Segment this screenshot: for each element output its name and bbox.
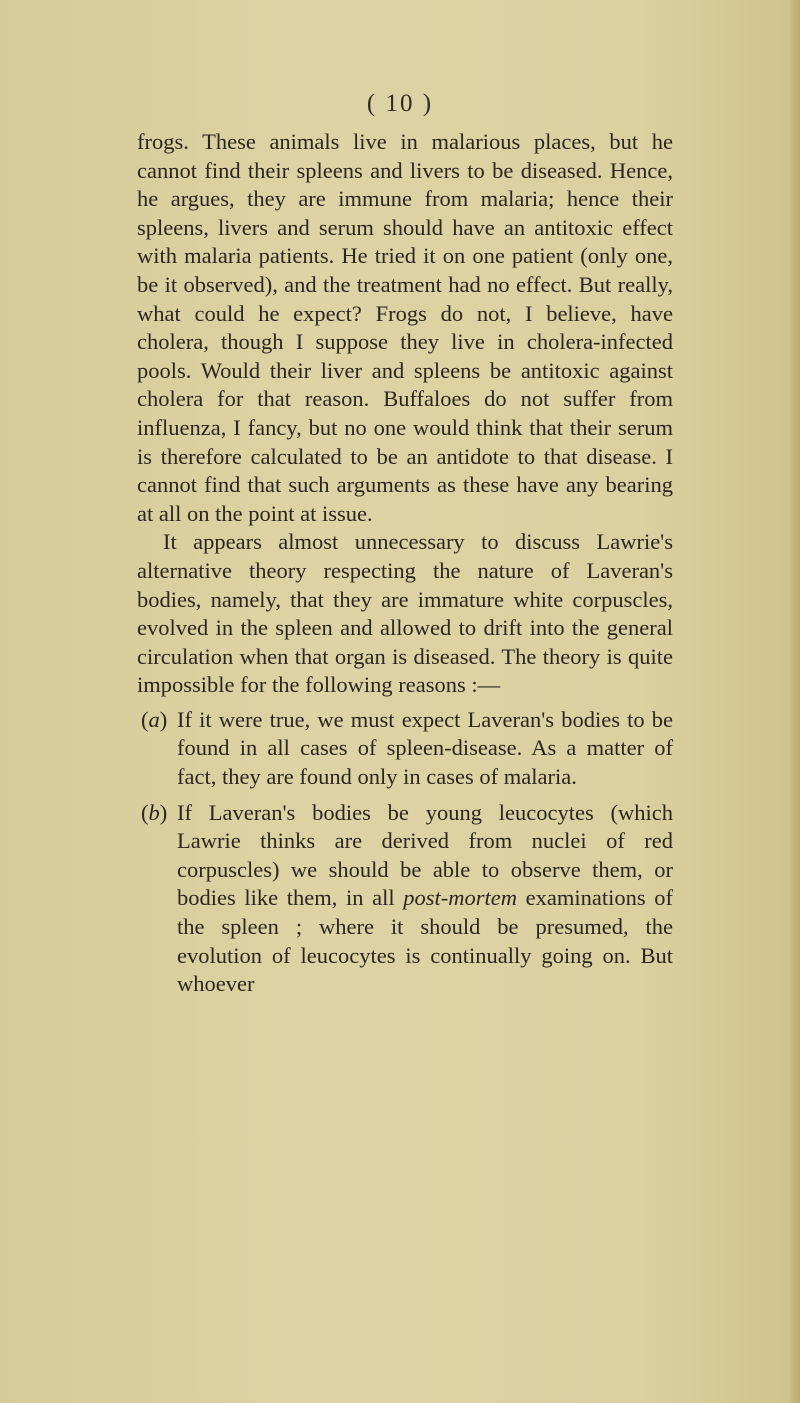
page-number: ( 10 ) [366, 90, 434, 117]
body-text [137, 128, 673, 1006]
list-text-b-part2: examinations of the spleen ; where it should be presumed, the evolution of leucocytes is continually going on. But whoever [177, 885, 673, 997]
list-marker-b: (b) [141, 799, 168, 825]
post-mortem-italic: post-mortem [403, 885, 518, 911]
paragraph-lawrie-theory: It appears almost unnecessary to discuss Lawrie's alternative theory respecting the nature of Laveran's bodies, namely, that they are immature white corpuscles, evolved in the spleen and allowed to drift into the general circulation when that organ is diseased. The theory is quite impossible for the following reasons :— [137, 529, 673, 698]
list-item-b [137, 799, 673, 999]
page-edge-shadow [790, 0, 800, 1403]
list-item-a [137, 706, 673, 792]
list-text-a: If it were true, we must expect Laveran's bodies to be found in all cases of spleen-disease. As a matter of fact, they are found only in cases of malaria. [177, 706, 673, 790]
list-text-b [177, 799, 673, 999]
paragraph-frogs: frogs. These animals live in malarious places, but he cannot find their spleens and livers to be diseased. Hence, he argues, they are immune from malaria; hence their spleens, livers and serum should have an antitoxic effect with malaria patients. He tried it on one patient (only one, be it observed), and the treatment had no effect. But really, what could he expect? Frogs do not, I believe, have cholera, though I suppose they live in cholera-infected pools. Would their liver and spleens be antitoxic against cholera for that reason. Buffaloes do not suffer from influenza, I fancy, but no one would think that their serum is therefore calculated to be an antidote to that disease. I cannot find that such arguments as these have any bearing at all on the point at issue. [137, 129, 673, 526]
list-marker-a: (a) [141, 706, 168, 732]
list-text-b-part1: If Laveran's bodies be young leucocytes (which Lawrie thinks are derived from nuclei of red corpuscles) we should be able to observe them, or bodies like them, in all [177, 799, 673, 911]
reasons-list [137, 706, 673, 999]
